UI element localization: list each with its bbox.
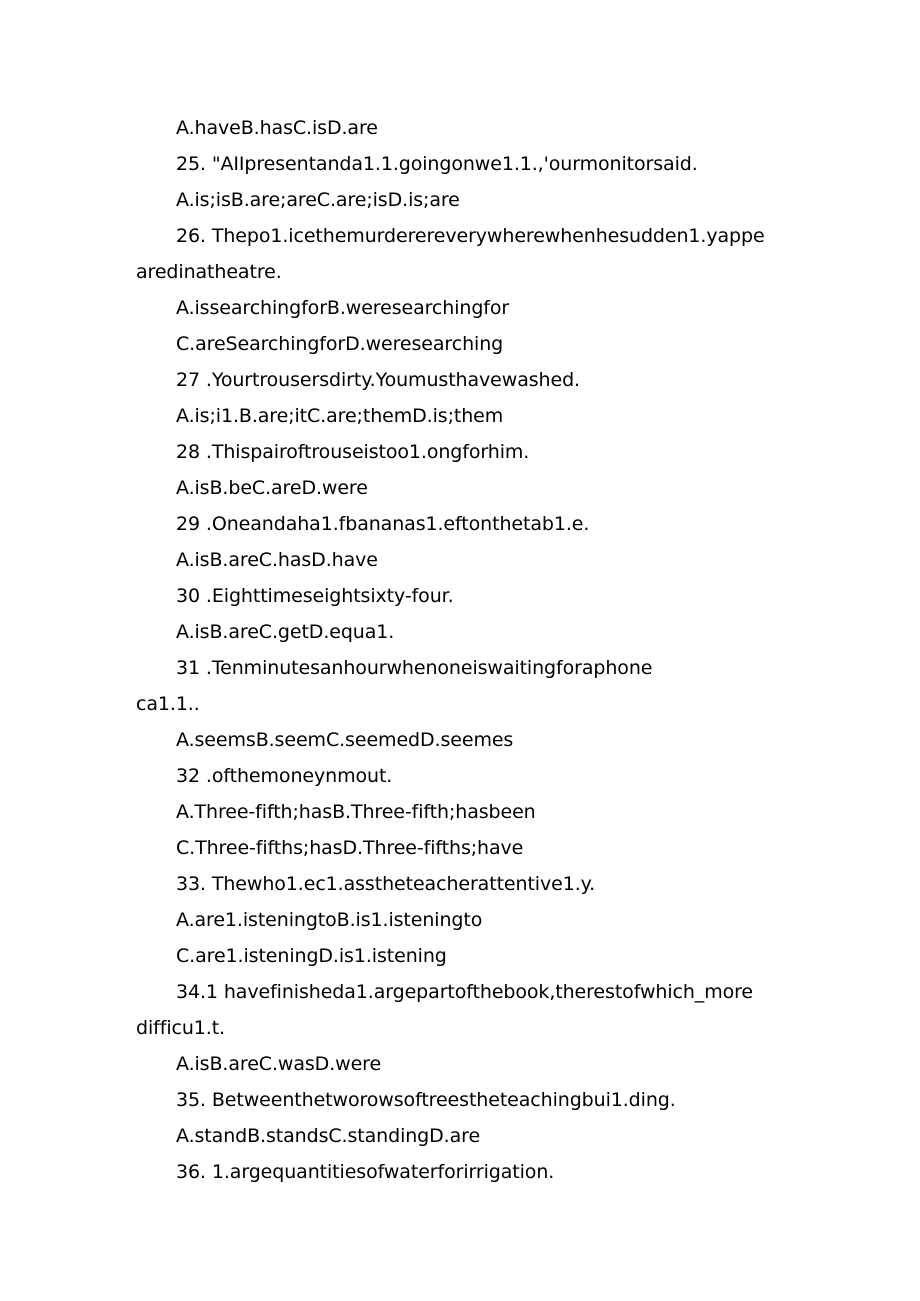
question-33: 33. Thewho1.ec1.asstheteacherattentive1.y.: [176, 873, 596, 895]
question-28: 28 .Thispairoftrouseistoo1.ongforhim.: [176, 441, 530, 463]
question-32: 32 .ofthemoneynmout.: [176, 765, 393, 787]
answer-options-25: A.is;isB.are;areC.are;isD.is;are: [176, 189, 460, 211]
answer-options-26-cd: C.areSearchingforD.weresearching: [176, 333, 504, 355]
question-29: 29 .Oneandaha1.fbananas1.eftonthetab1.e.: [176, 513, 590, 535]
question-26-continuation: aredinatheatre.: [136, 261, 282, 283]
answer-options-33-ab: A.are1.isteningtoB.is1.isteningto: [176, 909, 483, 931]
question-36: 36. 1.argequantitiesofwaterforirrigation.: [176, 1161, 555, 1183]
question-31: 31 .Tenminutesanhourwhenoneiswaitingforaphone: [176, 657, 653, 679]
answer-options-27: A.is;i1.B.are;itC.are;themD.is;them: [176, 405, 504, 427]
question-26: 26. Thepo1.icethemurderereverywherewhenhesudden1.yappe: [176, 225, 765, 247]
answer-options-24: A.haveB.hasC.isD.are: [176, 117, 378, 139]
answer-options-28: A.isB.beC.areD.were: [176, 477, 368, 499]
question-31-continuation: ca1.1..: [136, 693, 200, 715]
answer-options-35: A.standB.standsC.standingD.are: [176, 1125, 481, 1147]
answer-options-33-cd: C.are1.isteningD.is1.istening: [176, 945, 447, 967]
question-35: 35. Betweenthetworowsoftreestheteachingbui1.ding.: [176, 1089, 676, 1111]
answer-options-32-cd: C.Three-fifths;hasD.Three-fifths;have: [176, 837, 524, 859]
question-30: 30 .Eighttimeseightsixty-four.: [176, 585, 454, 607]
answer-options-31: A.seemsB.seemC.seemedD.seemes: [176, 729, 514, 751]
question-25: 25. "AIIpresentanda1.1.goingonwe1.1.,'ourmonitorsaid.: [176, 153, 698, 175]
answer-options-29: A.isB.areC.hasD.have: [176, 549, 378, 571]
question-34-continuation: difficu1.t.: [136, 1017, 226, 1039]
answer-options-34: A.isB.areC.wasD.were: [176, 1053, 382, 1075]
answer-options-32-ab: A.Three-fifth;hasB.Three-fifth;hasbeen: [176, 801, 536, 823]
question-27: 27 .Yourtrousersdirty.Youmusthavewashed.: [176, 369, 580, 391]
answer-options-26-ab: A.issearchingforB.weresearchingfor: [176, 297, 510, 319]
question-34: 34.1 havefinisheda1.argepartofthebook,therestofwhich_more: [176, 981, 754, 1003]
answer-options-30: A.isB.areC.getD.equa1.: [176, 621, 395, 643]
